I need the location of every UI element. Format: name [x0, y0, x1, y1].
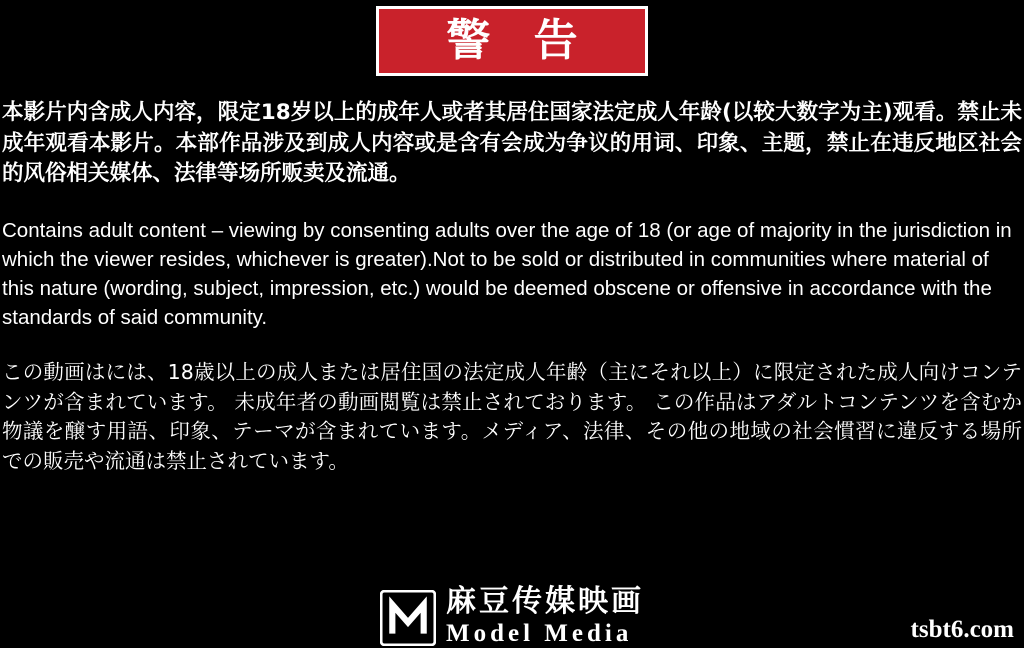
site-watermark: tsbt6.com — [910, 616, 1014, 643]
notice-chinese: 本影片内含成人内容，限定18岁以上的成年人或者其居住国家法定成人年龄(以较大数字为主)观看。禁止未成年观看本影片。本部作品涉及到成人内容或是含有会成为争议的用词、印象、主题，禁止在违反地区社会的风俗相关媒体、法律等场所贩卖及流通。 — [2, 100, 1022, 187]
spacer-one — [2, 190, 1022, 216]
notice-japanese: この動画はには、18歳以上の成人または居住国の法定成人年齢（主にそれ以上）に限定された成人向けコンテンツが含まれています。 未成年者の動画閲覧は禁止されております。 この作品はアダルトコンテンツを含むか物議を醸す用語、印象、テーマが含まれています。メディア、法律、その他の地域の社会慣習に違反する場所での販売や流通は禁止されています。 — [2, 359, 1022, 474]
notice-english: Contains adult content – viewing by consenting adults over the age of 18 (or age of majority in the jurisdiction in which the viewer resides, whichever is greater).Not to be sold or distributed in communities where material of this nature (wording, subject, impression, etc.) would be deemed obscene or offensive in accordance with the standards of said community. — [2, 218, 1012, 329]
spacer-two — [2, 332, 1022, 358]
brand-logo — [380, 584, 644, 647]
warning-banner-container — [0, 0, 1024, 76]
warning-banner — [376, 6, 648, 76]
warning-banner-label: 警 告 — [446, 15, 592, 66]
footer — [0, 564, 1024, 648]
brand-name-en: Model Media — [446, 620, 633, 647]
model-media-m-logo-icon — [380, 590, 436, 646]
brand-logo-text — [446, 584, 644, 647]
brand-name-cn: 麻豆传媒映画 — [446, 584, 644, 619]
notice-content — [0, 76, 1024, 477]
